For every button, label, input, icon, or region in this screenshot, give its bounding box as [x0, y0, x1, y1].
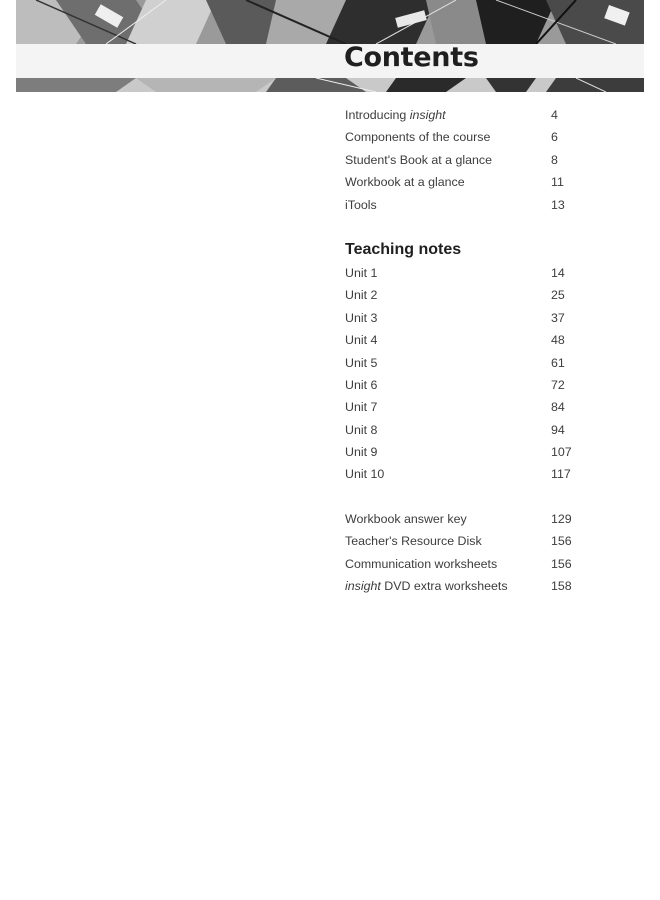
toc-entry[interactable]: [345, 307, 585, 329]
toc-entry[interactable]: [345, 171, 585, 193]
title-band: [16, 44, 644, 78]
toc-entry[interactable]: [345, 352, 585, 374]
header-banner-graphic: [16, 0, 644, 44]
toc-entry-label: Unit 7: [345, 400, 378, 415]
toc-entry[interactable]: [345, 374, 585, 396]
toc-entry[interactable]: [345, 194, 585, 216]
section-spacer: [345, 486, 585, 508]
toc-entry-page: 6: [551, 130, 558, 145]
toc-entry[interactable]: [345, 553, 585, 575]
toc-entry-label: Unit 9: [345, 445, 378, 460]
toc-entry-label: Components of the course: [345, 130, 491, 145]
toc-entry-label: Workbook answer key: [345, 511, 467, 526]
toc-entry[interactable]: [345, 396, 585, 418]
toc-entry-label: Student's Book at a glance: [345, 152, 493, 167]
toc-entry-label: iTools: [345, 197, 377, 212]
toc-entry-label: Unit 4: [345, 333, 378, 348]
toc-entry-label: Introducing insight: [345, 108, 446, 122]
toc-entry-label: Unit 1: [345, 265, 378, 280]
page-title: Contents: [344, 42, 479, 73]
toc-entry[interactable]: [345, 508, 585, 530]
toc-entry-page: 61: [551, 355, 565, 370]
toc-entry-label: insight DVD extra worksheets: [345, 579, 508, 594]
toc-entry-page: 72: [551, 377, 565, 392]
toc-entry-label: Unit 10: [345, 467, 385, 482]
toc-entry[interactable]: [345, 262, 585, 284]
toc-entry-page: 48: [551, 333, 565, 348]
toc-entry-page: 94: [551, 422, 565, 437]
toc-entry-page: 8: [551, 152, 558, 167]
toc-entry[interactable]: [345, 575, 585, 597]
footer-banner-graphic: [16, 78, 644, 92]
toc-entry-page: 4: [551, 108, 558, 122]
toc-entry-label: Workbook at a glance: [345, 175, 465, 190]
toc-entry-page: 13: [551, 197, 565, 212]
toc-entry[interactable]: [345, 149, 585, 171]
toc-entry[interactable]: [345, 441, 585, 463]
toc-entry[interactable]: [345, 419, 585, 441]
toc-entry-label: Unit 6: [345, 377, 378, 392]
toc-entry-page: 117: [551, 467, 571, 482]
toc-entry-label: Communication worksheets: [345, 556, 498, 571]
toc-entry-label: Unit 2: [345, 288, 378, 303]
table-of-contents: [345, 104, 585, 597]
toc-entry-label: Unit 8: [345, 422, 378, 437]
toc-entry-page: 158: [551, 579, 572, 594]
toc-entry-page: 156: [551, 534, 572, 549]
toc-entry-label: Unit 5: [345, 355, 378, 370]
toc-entry-page: 84: [551, 400, 565, 415]
toc-entry-page: 37: [551, 310, 565, 325]
toc-entry[interactable]: [345, 463, 585, 485]
toc-entry-label: Teacher's Resource Disk: [345, 534, 482, 549]
toc-entry-page: 156: [551, 556, 572, 571]
toc-entry-page: 25: [551, 288, 565, 303]
toc-entry-page: 14: [551, 265, 565, 280]
toc-entry-page: 11: [551, 175, 564, 190]
toc-entry[interactable]: [345, 284, 585, 306]
section-heading-teaching-notes: Teaching notes: [345, 240, 462, 258]
toc-entry-page: 129: [551, 511, 572, 526]
toc-entry[interactable]: [345, 104, 585, 126]
toc-entry[interactable]: [345, 126, 585, 148]
toc-entry-label: Unit 3: [345, 310, 378, 325]
toc-entry[interactable]: [345, 329, 585, 351]
toc-entry-page: 107: [551, 445, 572, 460]
toc-entry[interactable]: [345, 530, 585, 552]
